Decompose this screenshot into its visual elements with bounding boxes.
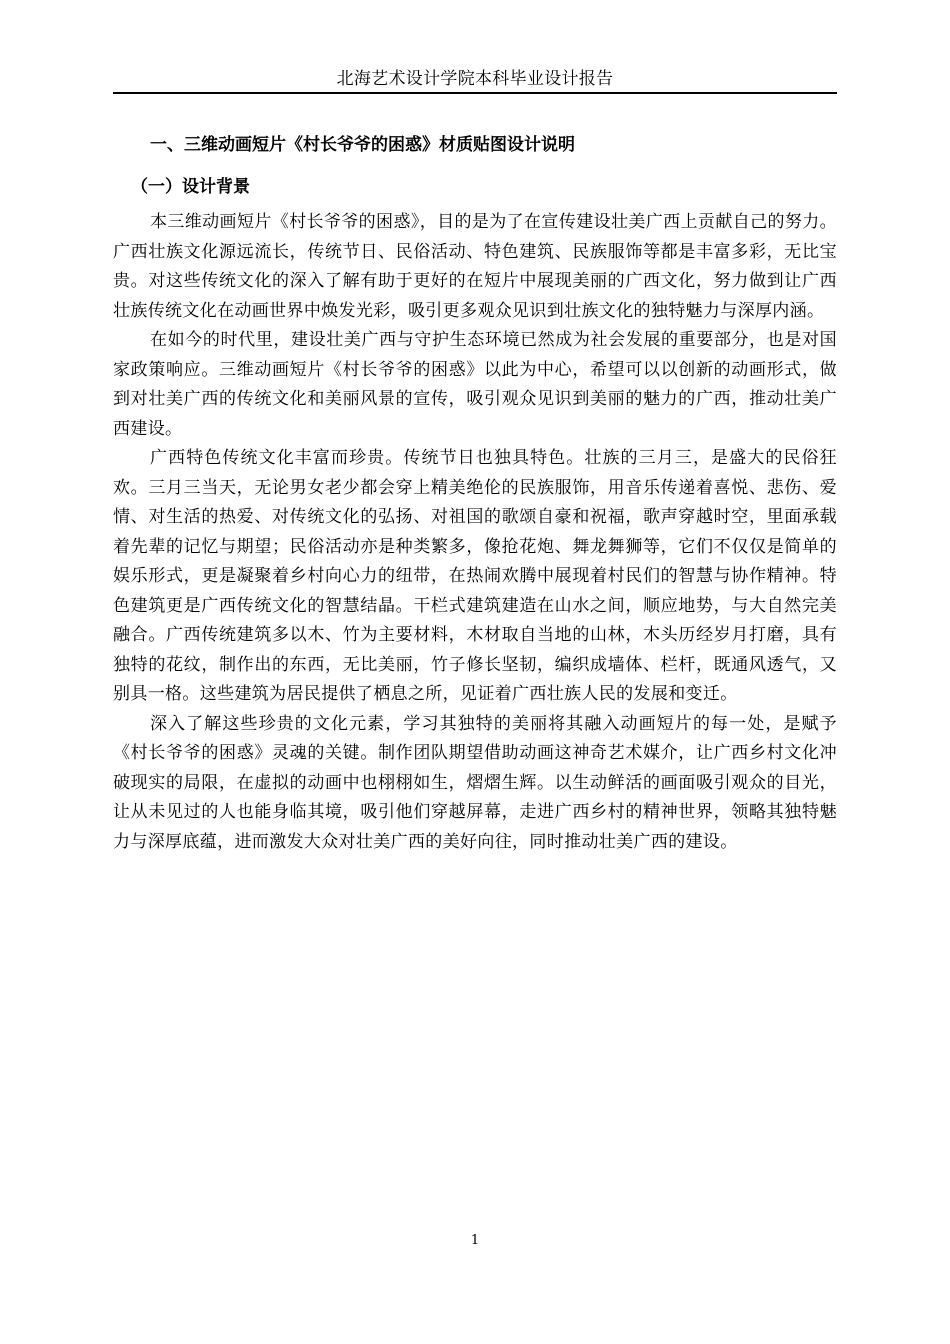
section-title: 一、三维动画短片《村长爷爷的困惑》材质贴图设计说明 <box>150 135 575 155</box>
page-header: 北海艺术设计学院本科毕业设计报告 <box>113 66 837 94</box>
subsection-title: （一）设计背景 <box>131 177 250 197</box>
body-paragraph-3: 广西特色传统文化丰富而珍贵。传统节日也独具特色。壮族的三月三，是盛大的民俗狂欢。三月三当天，无论男女老少都会穿上精美绝伦的民族服饰，用音乐传递着喜悦、悲伤、爱情、对生活的热爱、对传统文化的弘扬、对祖国的歌颂自豪和祝福，歌声穿越时空，里面承载着先辈的记忆与期望；民俗活动亦是种类繁多，像抢花炮、舞龙舞狮等，它们不仅仅是简单的娱乐形式，更是凝聚着乡村向心力的纽带，在热闹欢腾中展现着村民们的智慧与协作精神。特色建筑更是广西传统文化的智慧结晶。干栏式建筑建造在山水之间，顺应地势，与大自然完美融合。广西传统建筑多以木、竹为主要材料，木材取自当地的山林，木头历经岁月打磨，具有独特的花纹，制作出的东西，无比美丽，竹子修长坚韧，编织成墙体、栏杆，既通风透气，又别具一格。这些建筑为居民提供了栖息之所，见证着广西壮族人民的发展和变迁。 <box>113 448 837 704</box>
body-paragraph-4: 深入了解这些珍贵的文化元素，学习其独特的美丽将其融入动画短片的每一处，是赋予《村长爷爷的困惑》灵魂的关键。制作团队期望借助动画这神奇艺术媒介，让广西乡村文化冲破现实的局限，在虚拟的动画中也栩栩如生，熠熠生辉。以生动鲜活的画面吸引观众的目光，让从未见过的人也能身临其境，吸引他们穿越屏幕，走进广西乡村的精神世界，领略其独特魅力与深厚底蕴，进而激发大众对壮美广西的美好向往，同时推动壮美广西的建设。 <box>113 713 837 852</box>
page-number: 1 <box>470 1233 480 1248</box>
document-body <box>113 130 837 857</box>
body-paragraph-2: 在如今的时代里，建设壮美广西与守护生态环境已然成为社会发展的重要部分，也是对国家政策响应。三维动画短片《村长爷爷的困惑》以此为中心，希望可以以创新的动画形式，做到对壮美广西的传统文化和美丽风景的宣传，吸引观众见识到美丽的魅力的广西，推动壮美广西建设。 <box>113 330 837 439</box>
body-paragraph-1: 本三维动画短片《村长爷爷的困惑》，目的是为了在宣传建设壮美广西上贡献自己的努力。广西壮族文化源远流长，传统节日、民俗活动、特色建筑、民族服饰等都是丰富多彩，无比宝贵。对这些传统文化的深入了解有助于更好的在短片中展现美丽的广西文化，努力做到让广西壮族传统文化在动画世界中焕发光彩，吸引更多观众见识到壮族文化的独特魅力与深厚内涵。 <box>113 212 837 321</box>
